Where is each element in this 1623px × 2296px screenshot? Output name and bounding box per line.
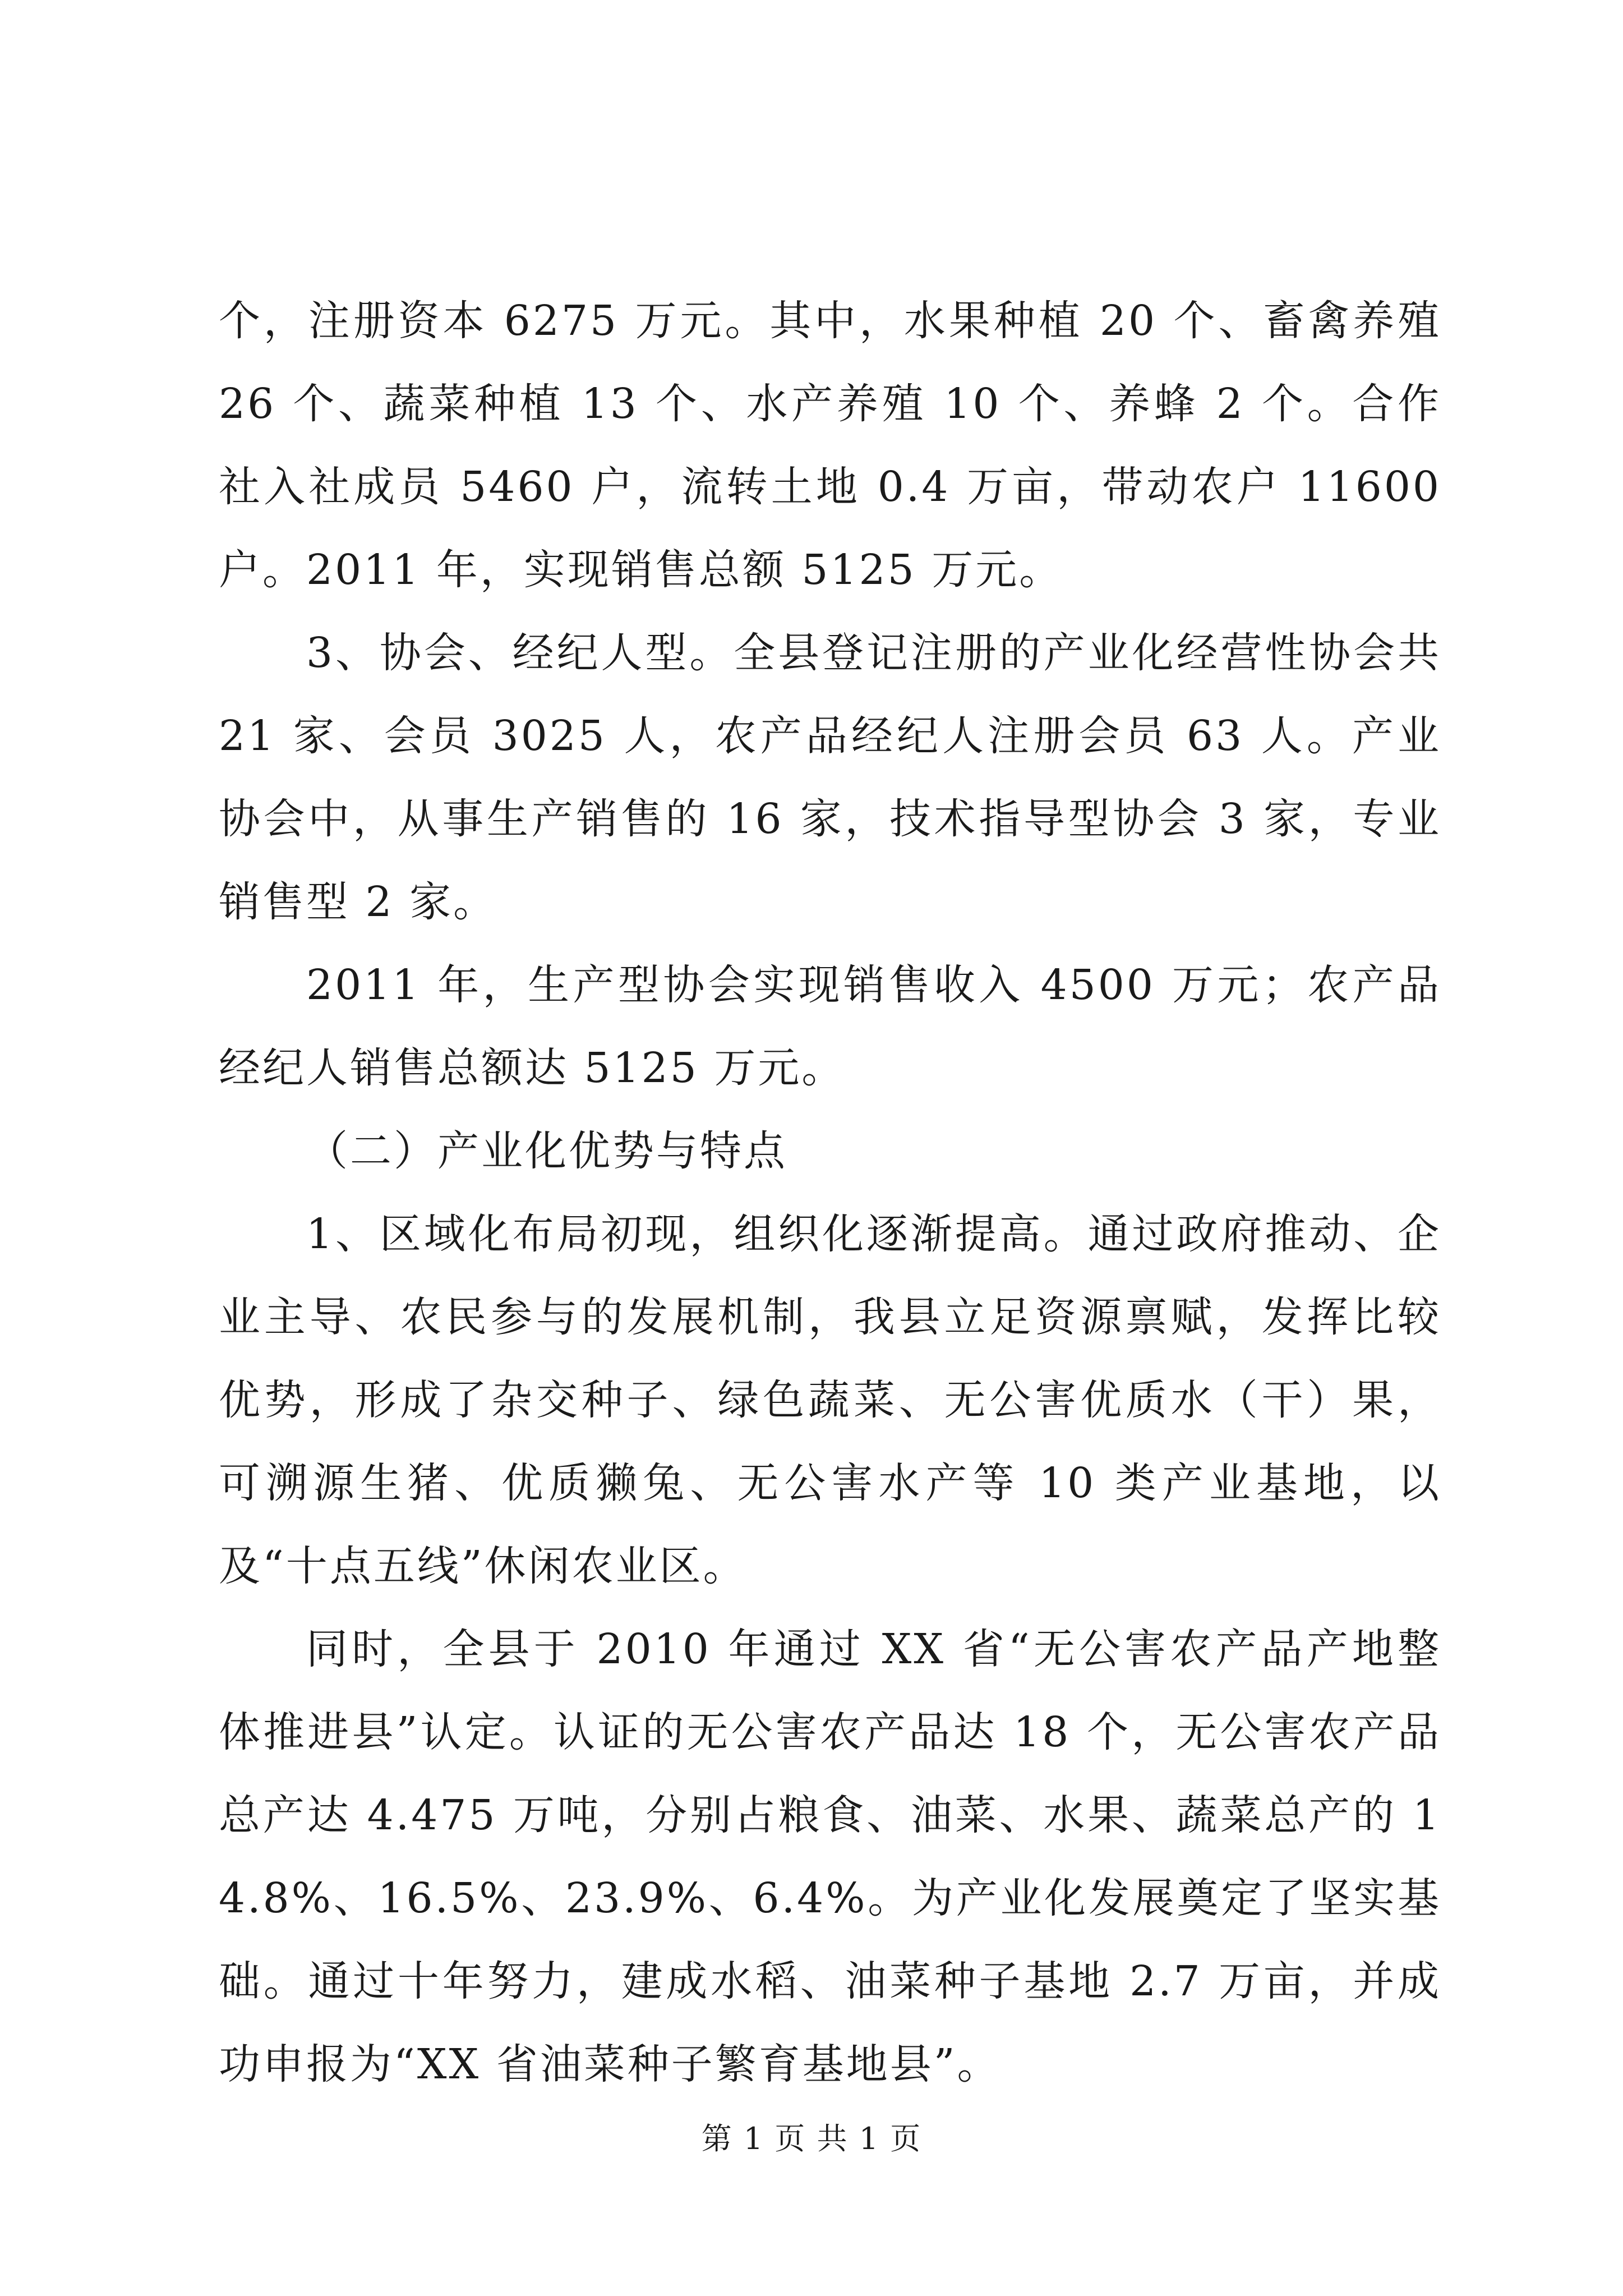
page-footer: 第 1 页 共 1 页	[701, 2121, 922, 2156]
paragraph-association-sales: 2011 年，生产型协会实现销售收入 4500 万元；农产品经纪人销售总额达 5125 万元。	[219, 961, 1441, 1092]
paragraph-certification: 同时，全县于 2010 年通过 XX 省“无公害农产品产地整体推进县”认定。认证的无公害农产品达 18 个，无公害农产品总产达 4.475 万吨，分别占粮食、油菜、水果、蔬菜总产的 14.8%、16.5%、23.9%、6.4%。为产业化发展奠定了坚实基础。通过十年努力，建成水稻、油菜种子基地 2.7 万亩，并成功申报为“XX 省油菜种子繁育基地县”。	[219, 1625, 1441, 2088]
document-body	[219, 279, 1441, 2106]
paragraph-cooperative-summary: 个，注册资本 6275 万元。其中，水果种植 20 个、畜禽养殖 26 个、蔬菜种植 13 个、水产养殖 10 个、养蜂 2 个。合作社入社成员 5460 户，流转土地 0.4 万亩，带动农户 11600 户。2011 年，实现销售总额 5125 万元。	[219, 297, 1441, 594]
paragraph-regional-layout: 1、区域化布局初现，组织化逐渐提高。通过政府推动、企业主导、农民参与的发展机制，我县立足资源禀赋，发挥比较优势，形成了杂交种子、绿色蔬菜、无公害优质水（干）果，可溯源生猪、优质獭兔、无公害水产等 10 类产业基地，以及“十点五线”休闲农业区。	[219, 1210, 1441, 1590]
section-heading-advantages: （二）产业化优势与特点	[306, 1127, 787, 1175]
paragraph-associations: 3、协会、经纪人型。全县登记注册的产业化经营性协会共 21 家、会员 3025 人，农产品经纪人注册会员 63 人。产业协会中，从事生产销售的 16 家，技术指导型协会 3 家，专业销售型 2 家。	[219, 629, 1441, 926]
